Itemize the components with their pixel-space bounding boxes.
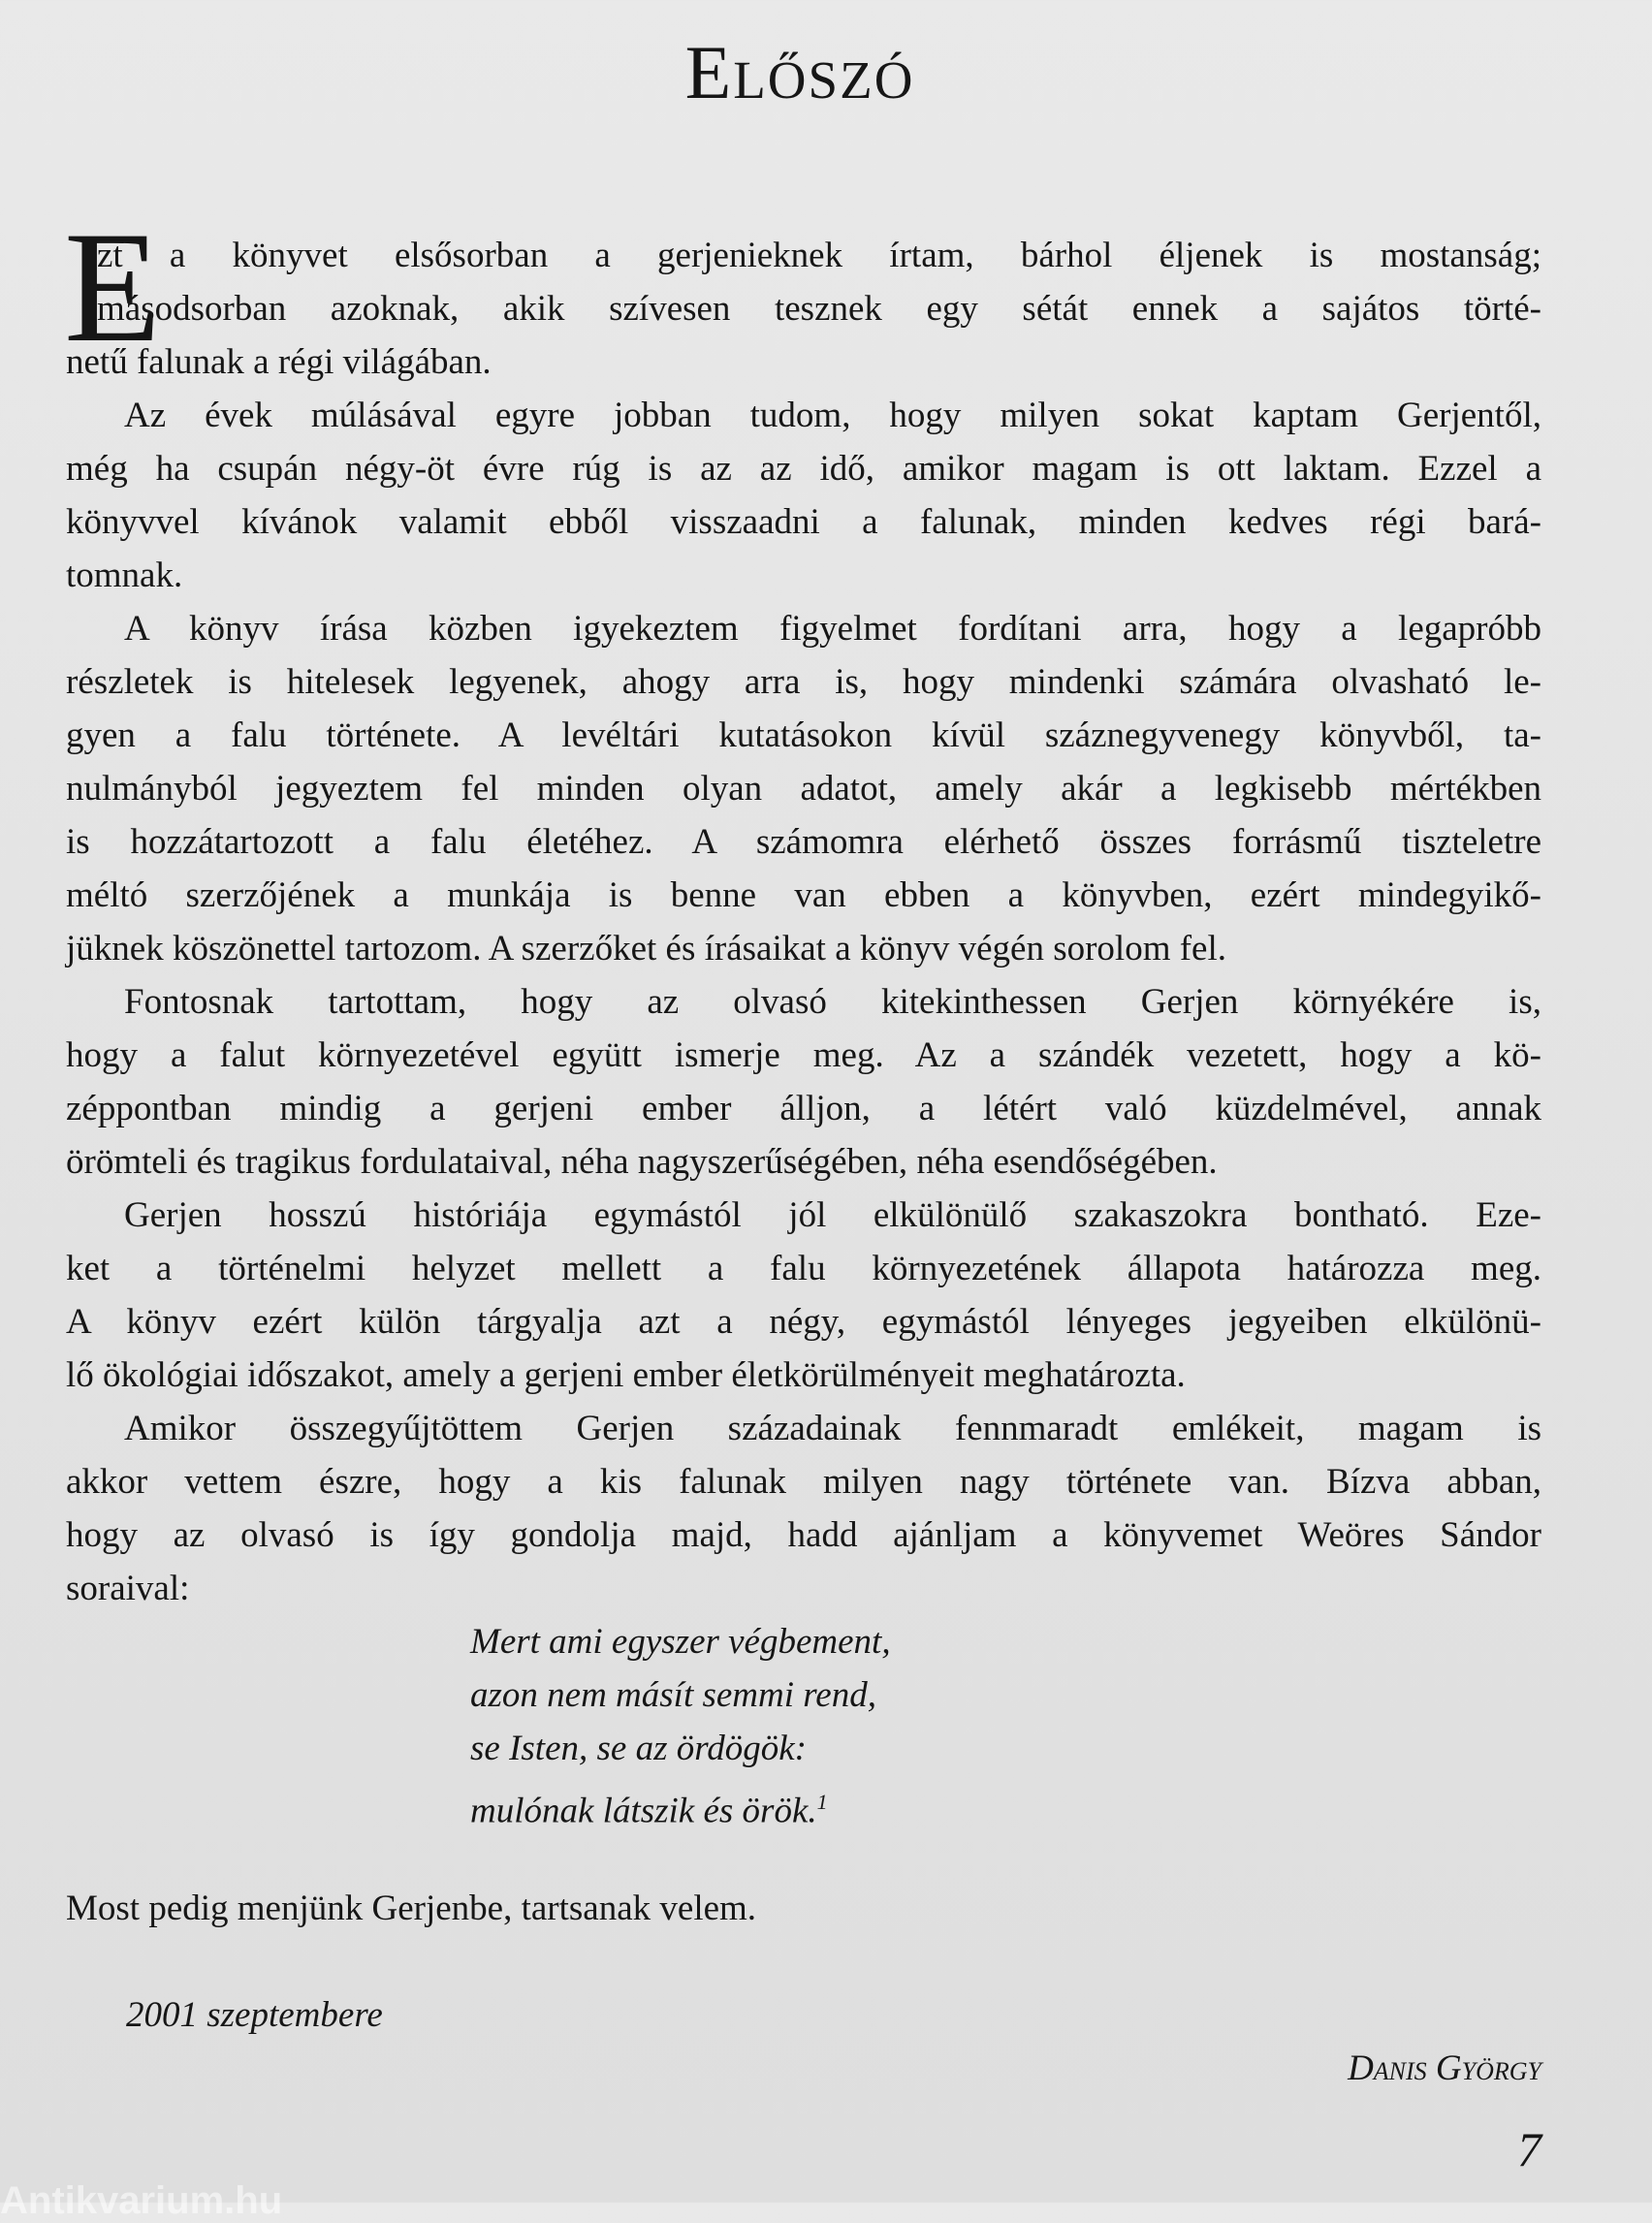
- paragraph-line: hogy az olvasó is így gondolja majd, hadd ajánljam a könyvemet Weöres Sándor: [66, 1515, 1541, 1555]
- paragraph-line: lő ökológiai időszakot, amely a gerjeni ember életkörülményeit meghatározta.: [66, 1355, 1186, 1395]
- poem-line: [66, 1615, 1541, 1668]
- poem-text: mulónak látszik és örök.: [470, 1791, 817, 1831]
- paragraph-line: még ha csupán négy-öt évre rúg is az az idő, amikor magam is ott laktam. Ezzel a: [66, 449, 1541, 489]
- paragraph-line: A könyv ezért külön tárgyalja azt a négy, egymástól lényeges jegyeiben elkülönü-: [66, 1302, 1541, 1342]
- paragraph-line: könyvvel kívánok valamit ebből visszaadni a falunak, minden kedves régi bará-: [66, 502, 1541, 542]
- poem-line: [66, 1775, 1541, 1831]
- paragraph-line: zt a könyvet elsősorban a gerjenieknek írtam, bárhol éljenek is mostanság;: [97, 236, 1541, 275]
- page-title: Előszó: [684, 30, 915, 114]
- poem-text: Mert ami egyszer végbement,: [470, 1622, 891, 1662]
- paragraph-line: soraival:: [66, 1569, 190, 1608]
- footnote-mark: 1: [816, 1790, 828, 1814]
- paragraph-line: tomnak.: [66, 556, 183, 595]
- date: 2001 szeptembere: [126, 1995, 383, 2035]
- paragraph-line: is hozzátartozott a falu életéhez. A számomra elérhető összes forrásmű tiszteletre: [66, 822, 1541, 862]
- poem-line: [66, 1668, 1541, 1722]
- paragraph-line: netű falunak a régi világában.: [66, 342, 492, 382]
- paragraph-line: A könyv írása közben igyekeztem figyelmet fordítani arra, hogy a legapróbb: [124, 609, 1541, 649]
- paragraph-line: jüknek köszönettel tartozom. A szerzőket és írásaikat a könyv végén sorolom fel.: [66, 929, 1227, 969]
- paragraph-line: másodsorban azoknak, akik szívesen tesznek egy sétát ennek a sajátos törté-: [97, 289, 1541, 329]
- spacer: [66, 1935, 1541, 1988]
- paragraph-line: részletek is hitelesek legyenek, ahogy arra is, hogy mindenki számára olvasható le-: [66, 662, 1541, 702]
- paragraph-line: nulmányból jegyeztem fel minden olyan adatot, amely akár a legkisebb mértékben: [66, 769, 1541, 809]
- poem-line: [66, 1722, 1541, 1775]
- paragraph-line: ket a történelmi helyzet mellett a falu környezetének állapota határozza meg.: [66, 1249, 1541, 1288]
- drop-cap: E: [64, 200, 162, 375]
- page-number: 7: [1517, 2122, 1541, 2176]
- paragraph-line: gyen a falu története. A levéltári kutatásokon kívül száznegyvenegy könyvből, ta-: [66, 715, 1541, 755]
- paragraph-line: Az évek múlásával egyre jobban tudom, hogy milyen sokat kaptam Gerjentől,: [124, 396, 1541, 435]
- paragraph-line: hogy a falut környezetével együtt ismerje meg. Az a szándék vezetett, hogy a kö-: [66, 1035, 1541, 1075]
- poem-text: azon nem másít semmi rend,: [470, 1675, 876, 1715]
- paragraph-line: Fontosnak tartottam, hogy az olvasó kitekinthessen Gerjen környékére is,: [124, 982, 1541, 1022]
- paragraph-line: Gerjen hosszú históriája egymástól jól elkülönülő szakaszokra bontható. Eze-: [124, 1195, 1541, 1235]
- watermark: Antikvarium.hu: [0, 2179, 283, 2222]
- poem-text: se Isten, se az ördögök:: [470, 1729, 807, 1768]
- preface-body: [66, 229, 1541, 2095]
- closing-line: Most pedig menjünk Gerjenbe, tartsanak velem.: [66, 1889, 757, 1928]
- paragraph-line: zéppontban mindig a gerjeni ember álljon, a létért való küzdelmével, annak: [66, 1089, 1541, 1128]
- spacer: [66, 1828, 1541, 1882]
- paragraph-line: akkor vettem észre, hogy a kis falunak milyen nagy története van. Bízva abban,: [66, 1462, 1541, 1502]
- paragraph-line: Amikor összegyűjtöttem Gerjen századainak fennmaradt emlékeit, magam is: [124, 1409, 1541, 1448]
- paragraph-line: örömteli és tragikus fordulataival, néha nagyszerűségében, néha esendőségében.: [66, 1142, 1218, 1182]
- signature: Danis György: [1348, 2048, 1541, 2088]
- paragraph-line: méltó szerzőjének a munkája is benne van ebben a könyvben, ezért mindegyikő-: [66, 875, 1541, 915]
